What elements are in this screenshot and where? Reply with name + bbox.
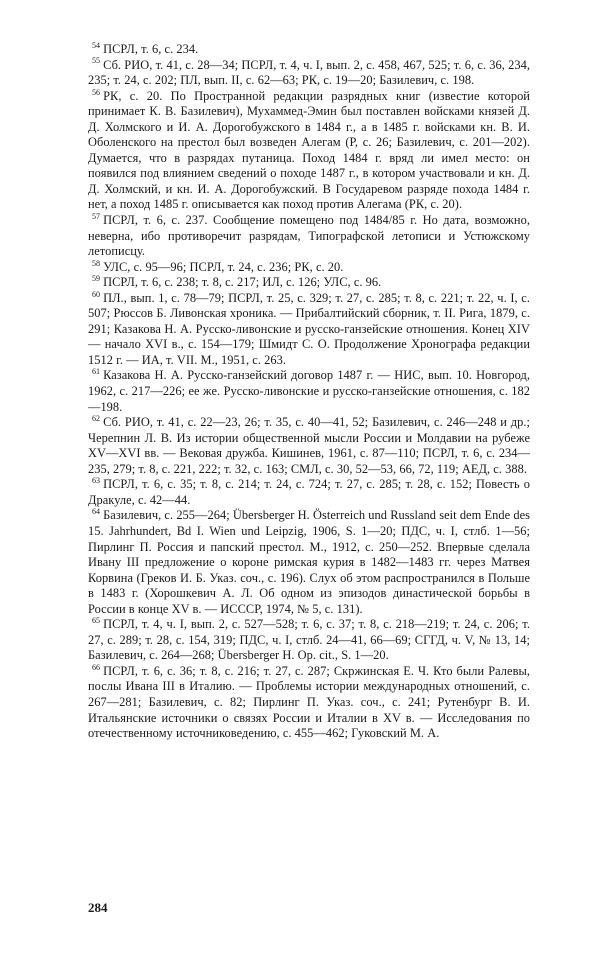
footnote-61 (88, 368, 530, 415)
footnote-text: ПСРЛ, т. 6, с. 35; т. 8, с. 214; т. 24, с. 724; т. 27, с. 285; т. 28, с. 152; Повесть о Дракуле, с. 42—44. (88, 477, 530, 507)
footnote-text: Сб. РИО, т. 41, с. 28—34; ПСРЛ, т. 4, ч. I, вып. 2, с. 458, 467, 525; т. 6, с. 36, 234, 235; т. 24, с. 202; ПЛ, вып. II, с. 62—63; РК, с. 19—20; Базилевич, с. 198. (88, 57, 530, 88)
footnote-60 (88, 291, 530, 369)
footnote-56 (88, 89, 530, 213)
footnote-64 (88, 508, 530, 617)
footnote-number: 54 (92, 40, 101, 50)
footnote-number: 58 (92, 258, 101, 268)
footnote-number: 60 (92, 289, 101, 299)
footnote-number: 62 (92, 414, 101, 423)
footnote-text: Казакова Н. А. Русско-ганзейский договор 1487 г. — НИС, вып. 10. Новгород, 1962, с. 217—226; ее же. Русско-ливонские и русско-ганзейские отношения, с. 182—198. (88, 368, 530, 414)
footnote-number: 57 (92, 211, 101, 221)
footnote-number: 65 (92, 616, 101, 626)
footnote-65 (88, 617, 530, 664)
footnote-text: ПСРЛ, т. 6, с. 237. Сообщение помещено под 1484/85 г. Но дата, возможно, неверна, ибо противоречит разрядам, Типографской летописи и Устюжскому летописцу. (88, 213, 530, 259)
footnote-text: УЛС, с. 95—96; ПСРЛ, т. 24, с. 236; РК, с. 20. (103, 259, 344, 274)
footnote-number: 59 (92, 274, 101, 284)
footnote-66 (88, 664, 530, 742)
footnote-text: ПСРЛ, т. 4, ч. I, вып. 2, с. 527—528; т. 6, с. 37; т. 8, с. 218—219; т. 24, с. 206; т. 27, с. 289; т. 28, с. 154, 319; ПДС, ч. I, стлб. 24—41, 66—69; СГГД, ч. V, № 13, 14; Базилевич, с. 264—268; Übersberger H. Op. cit., S. 1—20. (88, 617, 530, 663)
footnote-number: 56 (92, 87, 101, 97)
footnotes-block (88, 42, 530, 742)
footnote-number: 66 (92, 662, 101, 672)
footnote-54 (88, 42, 530, 58)
footnote-text: Сб. РИО, т. 41, с. 22—23, 26; т. 35, с. 40—41, 52; Базилевич, с. 246—248 и др.; Черепнин Л. В. Из истории общественной мысли России и Молдавии на рубеже XV—XVI вв. — Вековая дружба. Кишинев, 1961, с. 87—110; ПСРЛ, т. 6, с. 234—235, 279; т. 8, с. 221, 222; т. 32, с. 163; СМЛ, с. 30, 52—53, 66, 72, 119; АЕД, с. 388. (88, 415, 530, 476)
footnote-55 (88, 58, 530, 89)
footnote-text: ПСРЛ, т. 6, с. 234. (103, 42, 199, 56)
footnote-number: 61 (92, 367, 101, 377)
footnote-63 (88, 477, 530, 508)
page-number: 284 (88, 900, 108, 915)
footnote-text: ПСРЛ, т. 6, с. 238; т. 8, с. 217; ИЛ, с. 126; УЛС, с. 96. (103, 275, 382, 290)
footnote-57 (88, 213, 530, 260)
footnote-text: ПСРЛ, т. 6, с. 36; т. 8, с. 216; т. 27, с. 287; Скржинская Е. Ч. Кто были Ралевы, послы Ивана III в Италию. — Проблемы истории международных отношений, с. 267—281; Базилевич, с. 82; Пирлинг П. Указ. соч., с. 241; Рутенбург В. И. Итальянские источники о связях России и Италии в XV в. — Исследования по отечественному источниковедению, с. 455—462; Гуковский М. А. (88, 663, 530, 741)
footnote-62 (88, 415, 530, 477)
footnote-text: Базилевич, с. 255—264; Übersberger H. Österreich und Russland seit dem Ende des 15. Jahrhundert, Bd I. Wien und Leipzig, 1906, S. 1—20; ПДС, ч. I, стлб. 1—56; Пирлинг П. Россия и папский престол. М., 1912, с. 250—252. Впервые сделала Ивану III предложение о короне римская курия в 1482—1483 гг. через Матвея Корвина (Греков И. Б. Указ. соч., с. 196). Слух об этом распространился в Польше в 1483 г. (Хорошкевич А. Л. Об одном из эпизодов династической борьбы в России в конце XV в. — ИСССР, 1974, № 5, с. 131). (88, 508, 530, 616)
footnote-number: 64 (92, 507, 101, 517)
footnote-59 (88, 275, 530, 291)
footnote-58 (88, 260, 530, 276)
footnote-text: ПЛ., вып. 1, с. 78—79; ПСРЛ, т. 25, с. 329; т. 27, с. 285; т. 8, с. 221; т. 22, ч. I, с. 507; Рюссов Б. Ливонская хроника. — Прибалтийский сборник, т. II. Рига, 1879, с. 291; Казакова Н. А. Русско-ливонские и русско-ганзейские отношения. Конец XIV — начало XVI в., с. 154—179; Шмидт С. О. Продолжение Хронографа редакции 1512 г. — ИА, т. VII. М., 1951, с. 263. (88, 290, 530, 367)
footnote-number: 63 (92, 476, 101, 486)
footnote-number: 55 (92, 56, 101, 66)
footnote-text: РК, с. 20. По Пространной редакции разрядных книг (известие которой принимает К. В. Базилевич), Мухаммед-Эмин был поставлен войсками князей Д. Д. Холмского и И. А. Дорогобужского в 1484 г., а в 1485 г. войсками кн. В. И. Оболенского на престол был возведен Алегам (Р, с. 26; Базилевич, с. 201—202). Думается, что в разрядах путаница. Поход 1484 г. вряд ли имел место: он появился под влиянием сведений о походе 1487 г., в котором участвовали и кн. Д. Д. Холмский, и кн. И. А. Дорогобужский. В Государевом разряде похода 1484 г. нет, а поход 1485 г. описывается как поход против Алегама (РК, с. 20). (88, 88, 530, 212)
